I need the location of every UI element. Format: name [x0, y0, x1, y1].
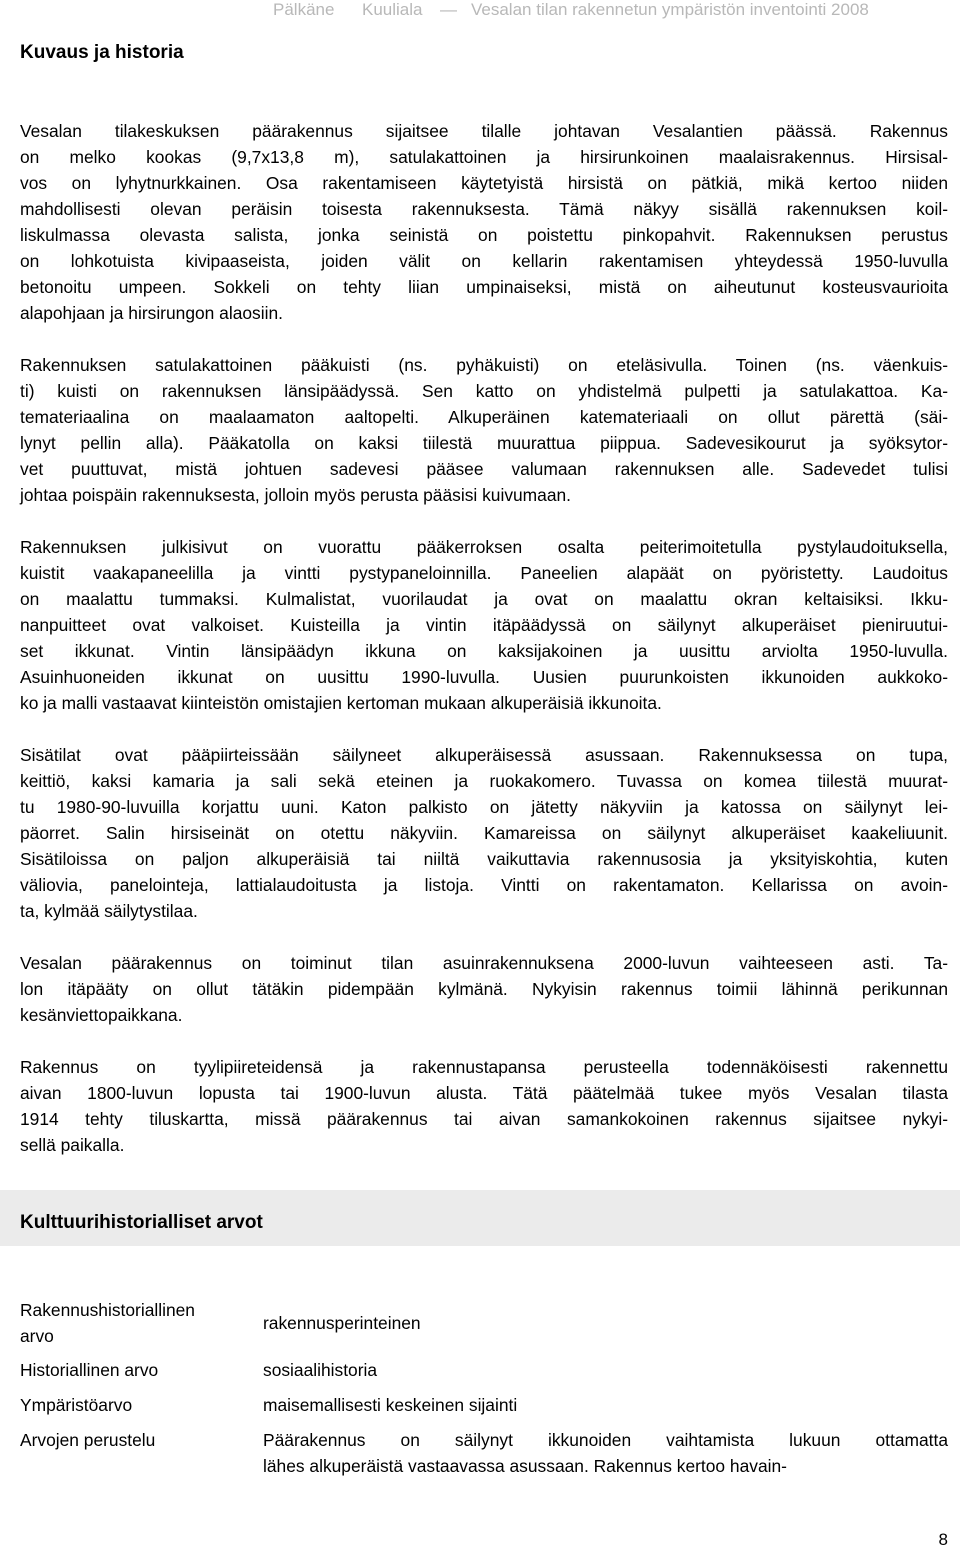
text-line: kuistit vaakapaneelilla ja vintti pystypaneloinnilla. Paneelien alapäät on pyöristetty. Laudoitus — [20, 563, 948, 583]
text-line: alapohjaan ja hirsirungon alaosiin. — [20, 303, 283, 323]
header-title: Vesalan tilan rakennetun ympäristön inventointi 2008 — [471, 0, 869, 19]
text-line: Vesalan päärakennus on toiminut tilan asuinrakennuksena 2000-luvun vaihteeseen asti. Ta- — [20, 953, 948, 973]
text-line: on maalattu tummaksi. Kulmalistat, vuorilaudat ja ovat on maalattu okran keltaisiksi. Ikku- — [20, 589, 948, 609]
text-line: on lohkotuista kivipaaseista, joiden välit on kellarin rakentamisen yhteydessä 1950-luvulla — [20, 251, 948, 271]
label-line: arvo — [20, 1326, 54, 1346]
text-line: Vesalan tilakeskuksen päärakennus sijaitsee tilalle johtavan Vesalantien päässä. Rakennus — [20, 121, 948, 141]
text-line: ti) kuisti on rakennuksen länsipäädyssä. Sen katto on yhdistelmä pulpetti ja satulakattoa. Ka- — [20, 381, 948, 401]
value-line: sosiaalihistoria — [263, 1360, 378, 1380]
history-paragraph — [20, 118, 948, 326]
history-paragraph — [20, 352, 948, 508]
values-row-value — [263, 1392, 948, 1418]
text-line: kesänviettopaikkana. — [20, 1005, 183, 1025]
text-line: johtaa poispäin rakennuksesta, jolloin myös perusta pääsisi kuivumaan. — [20, 485, 572, 505]
page-number: 8 — [938, 1530, 948, 1549]
text-line: keittiö, kaksi kamaria ja sali sekä eteinen ja ruokakomero. Tuvassa on komea tiilestä muurat- — [20, 771, 948, 791]
history-paragraph — [20, 742, 948, 924]
value-line: maisemallisesti keskeinen sijainti — [263, 1395, 518, 1415]
values-row-label — [20, 1427, 255, 1453]
text-line: temateriaalina on maalaamaton aaltopelti. Alkuperäinen katemateriaali on ollut pärettä (säi- — [20, 407, 948, 427]
text-line: set ikkunat. Vintin länsipäädyn ikkuna on kaksijakoinen ja uusittu arviolta 1950-luvulla. — [20, 641, 948, 661]
text-line: väliovia, panelointeja, lattialaudoitusta ja listoja. Vintti on rakentamaton. Kellarissa on avoin- — [20, 875, 948, 895]
text-line: Rakennuksen satulakattoinen pääkuisti (ns. pyhäkuisti) on eteläsivulla. Toinen (ns. väenkuis- — [20, 355, 948, 375]
values-row-label — [20, 1392, 255, 1418]
values-row-value — [263, 1427, 948, 1479]
header-municipality: Pälkäne — [273, 0, 335, 19]
text-line: ko ja malli vastaavat kiinteistön omistajien kertoman mukaan alkuperäisiä ikkunoita. — [20, 693, 662, 713]
values-row-label — [20, 1297, 255, 1349]
values-row-value — [263, 1310, 948, 1336]
text-line: lynyt pellin alla). Pääkatolla on kaksi tiilestä muurattua piippua. Sadevesikourut ja syöksytor- — [20, 433, 948, 453]
running-header — [0, 0, 960, 20]
label-line: Historiallinen arvo — [20, 1360, 159, 1380]
values-section-band — [0, 1190, 960, 1246]
text-line: betonoitu umpeen. Sokkeli on tehty liian umpinaiseksi, mistä on aiheutunut kosteusvaurioita — [20, 277, 948, 297]
values-row-value — [263, 1357, 948, 1383]
value-line: rakennusperinteinen — [263, 1313, 421, 1333]
text-line: päorret. Salin hirsiseinät on otettu näkyviin. Kamareissa on säilynyt alkuperäiset kaakeliuunit. — [20, 823, 948, 843]
header-place: Kuuliala — [362, 0, 423, 19]
history-body — [20, 118, 948, 1184]
history-paragraph — [20, 534, 948, 716]
text-line: mahdollisesti olevan peräisin toisesta rakennuksesta. Tämä näkyy sisällä rakennuksen koil- — [20, 199, 948, 219]
text-line: aivan 1800-luvun lopusta tai 1900-luvun alusta. Tätä päätelmää tukee myös Vesalan tilasta — [20, 1083, 948, 1103]
text-line: 1914 tehty tiluskartta, missä päärakennus tai aivan samankokoinen rakennus sijaitsee nykyi- — [20, 1109, 948, 1129]
history-paragraph — [20, 1054, 948, 1158]
section-title-history: Kuvaus ja historia — [20, 42, 184, 63]
text-line: on melko kookas (9,7x13,8 m), satulakattoinen ja hirsirunkoinen maalaisrakennus. Hirsisal- — [20, 147, 948, 167]
label-line: Arvojen perustelu — [20, 1430, 156, 1450]
text-line: Rakennus on tyylipiireteidensä ja rakennustapansa perusteella todennäköisesti rakennettu — [20, 1057, 948, 1077]
value-line: Päärakennus on säilynyt ikkunoiden vaihtamista lukuun ottamatta — [263, 1430, 948, 1450]
text-line: nanpuitteet ovat valkoiset. Kuisteilla ja vintin itäpäädyssä on säilynyt alkuperäiset pieniruutui- — [20, 615, 948, 635]
text-line: vet puuttuvat, mistä johtuen sadevesi pääsee valumaan rakennuksen alle. Sadevedet tulisi — [20, 459, 948, 479]
text-line: Asuinhuoneiden ikkunat on uusittu 1990-luvulla. Uusien puurunkoisten ikkunoiden aukkoko- — [20, 667, 948, 687]
text-line: lon itäpääty on ollut tätäkin pidempään kylmänä. Nykyisin rakennus toimii lähinnä perikunnan — [20, 979, 948, 999]
text-line: tu 1980-90-luvuilla korjattu uuni. Katon palkisto on jätetty näkyviin ja katossa on säilynyt lei- — [20, 797, 948, 817]
history-paragraph — [20, 950, 948, 1028]
label-line: Rakennushistoriallinen — [20, 1300, 195, 1320]
text-line: sellä paikalla. — [20, 1135, 125, 1155]
text-line: vos on lyhytnurkkainen. Osa rakentamiseen käytetyistä hirsistä on pätkiä, mikä kertoo niiden — [20, 173, 948, 193]
section-title-values: Kulttuurihistorialliset arvot — [20, 1212, 263, 1233]
values-row-label — [20, 1357, 255, 1383]
value-line: lähes alkuperäistä vastaavassa asussaan. Rakennus kertoo havain- — [263, 1456, 787, 1476]
header-separator: — — [440, 0, 457, 19]
text-line: Rakennuksen julkisivut on vuorattu pääkerroksen osalta peiterimoitetulla pystylaudoituksella, — [20, 537, 948, 557]
text-line: ta, kylmää säilytystilaa. — [20, 901, 198, 921]
text-line: Sisätilat ovat pääpiirteissään säilyneet alkuperäisessä asussaan. Rakennuksessa on tupa, — [20, 745, 948, 765]
text-line: liskulmassa olevasta salista, jonka seinistä on poistettu pinkopahvit. Rakennuksen perustus — [20, 225, 948, 245]
text-line: Sisätiloissa on paljon alkuperäisiä tai niiltä vaikuttavia rakennusosia ja yksityiskohtia, kuten — [20, 849, 948, 869]
label-line: Ympäristöarvo — [20, 1395, 133, 1415]
